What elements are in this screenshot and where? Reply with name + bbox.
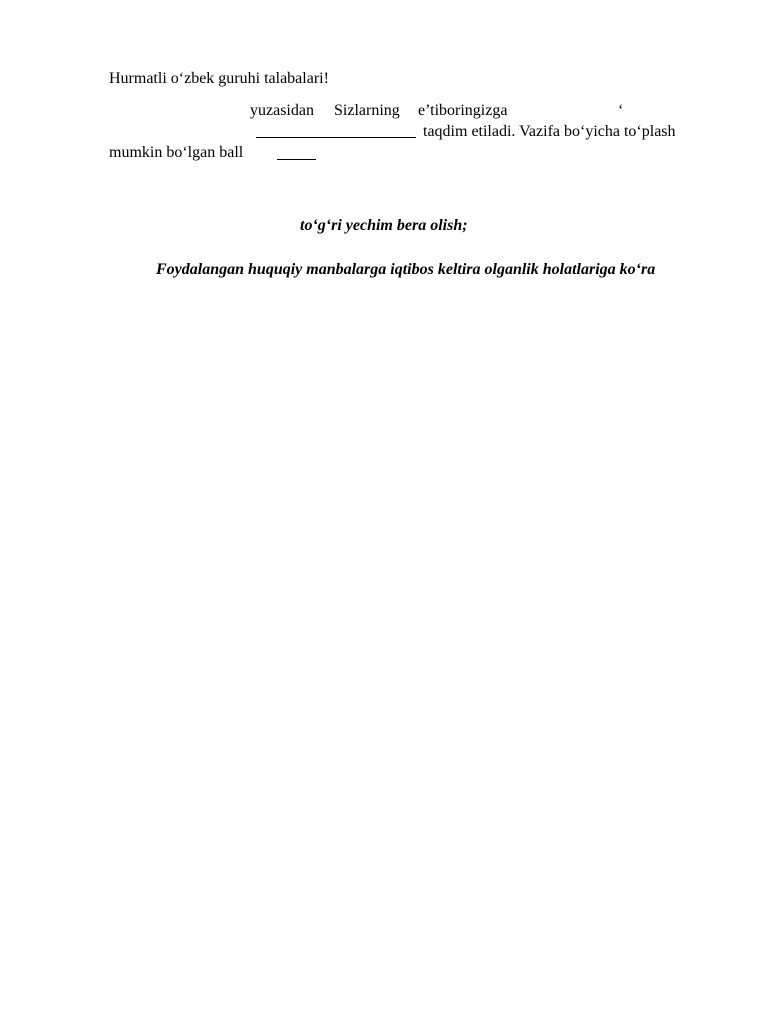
intro-word-sizlarning: Sizlarning: [334, 102, 400, 119]
intro-word-etiboringizga: e’tiboringizga: [418, 102, 508, 119]
criterion-correct-solution: to‘g‘ri yechim bera olish;: [300, 217, 468, 234]
stray-apostrophe-mark: ‘: [618, 102, 624, 119]
greeting-line: Hurmatli o‘zbek guruhi talabalari!: [109, 70, 329, 87]
score-label: mumkin bo‘lgan ball: [109, 144, 244, 161]
task-presented-text: taqdim etiladi. Vazifa bo‘yicha to‘plash: [423, 123, 676, 140]
intro-word-yuzasidan: yuzasidan: [250, 102, 314, 119]
topic-blank-line: [256, 137, 416, 138]
score-blank-line: [277, 159, 316, 160]
criterion-legal-sources: Foydalangan huquqiy manbalarga iqtibos keltira olganlik holatlariga ko‘ra: [156, 261, 656, 278]
